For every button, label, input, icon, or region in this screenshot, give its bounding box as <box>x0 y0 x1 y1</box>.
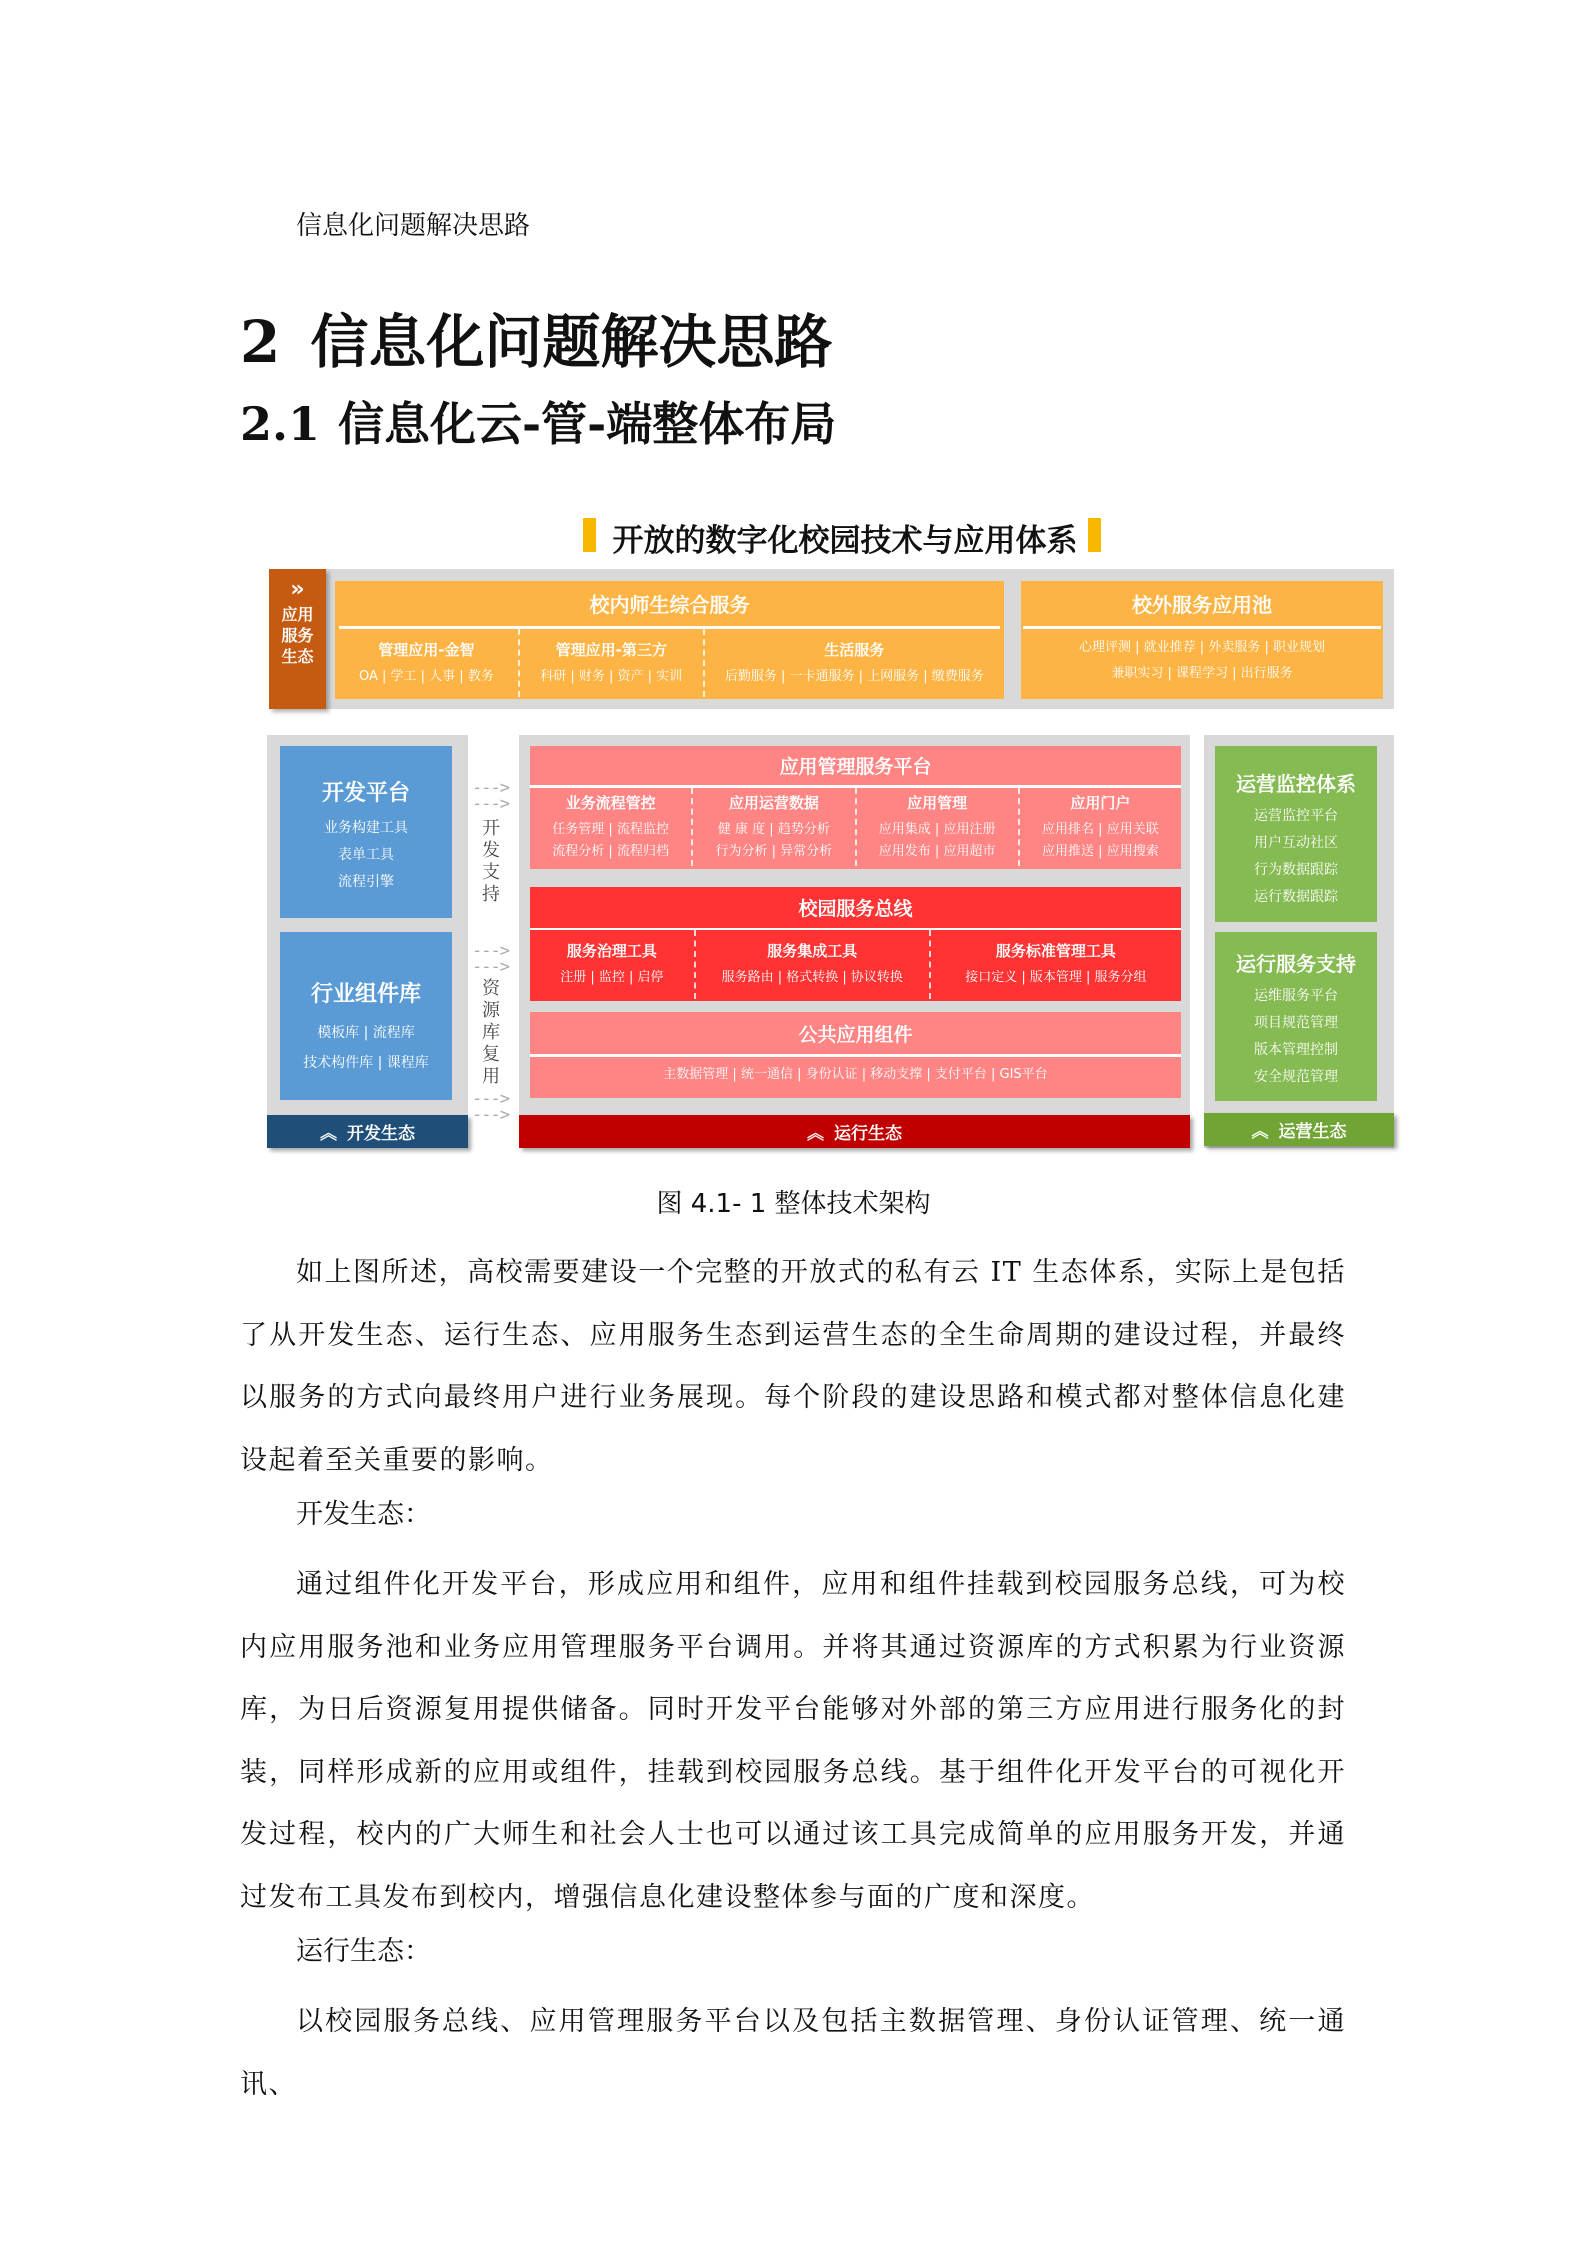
app-mgmt-columns <box>530 788 1181 866</box>
heading-1 <box>240 295 832 379</box>
campus-col-2 <box>703 629 1004 697</box>
dashed-arrow-icon: ---> <box>472 957 509 977</box>
dev-platform-item: 流程引擎 <box>338 874 394 890</box>
app-mgmt-col <box>855 788 1018 866</box>
ops-support-item: 运维服务平台 <box>1254 988 1338 1004</box>
ops-monitor-item: 行为数据跟踪 <box>1254 862 1338 878</box>
external-line-2: 兼职实习 | 课程学习 | 出行服务 <box>1111 666 1293 681</box>
service-bus-col <box>694 930 929 999</box>
subheading-dev: 开发生态： <box>296 1499 431 1530</box>
service-bus-col <box>929 930 1181 999</box>
dev-platform-title: 开发平台 <box>321 781 410 806</box>
col-title: 业务流程管控 <box>565 793 656 812</box>
figure-caption: 图 4.1- 1 整体技术架构 <box>656 1189 931 1219</box>
campus-col-1 <box>518 629 703 697</box>
common-components-items: 主数据管理 | 统一通信 | 身份认证 | 移动支撑 | 支付平台 | GIS平台 <box>663 1067 1048 1082</box>
heading-1-number: 2 <box>240 308 281 376</box>
heading-1-text: 信息化问题解决思路 <box>310 308 833 376</box>
campus-col-0 <box>335 629 518 697</box>
ops-ecosystem-footer <box>1204 1113 1394 1146</box>
campus-services-columns <box>335 629 1004 697</box>
col-line: 应用推送 | 应用搜索 <box>1042 843 1159 859</box>
service-bus-box <box>530 887 1181 1001</box>
col-line: 服务路由 | 格式转换 | 协议转换 <box>721 970 903 985</box>
heading-2-number: 2.1 <box>240 397 321 451</box>
col-line: 应用集成 | 应用注册 <box>878 821 996 837</box>
col-title: 应用门户 <box>1070 793 1131 812</box>
col-title: 生活服务 <box>824 640 885 659</box>
paragraph-3: 以校园服务总线、应用管理服务平台以及包括主数据管理、身份认证管理、统一通讯、 <box>240 2006 1346 2100</box>
dev-platform-box <box>280 746 452 918</box>
col-line: 注册 | 监控 | 启停 <box>560 970 664 985</box>
dev-ecosystem-footer <box>267 1115 468 1148</box>
col-title: 管理应用-第三方 <box>555 640 667 659</box>
ops-support-item: 版本管理控制 <box>1254 1042 1338 1058</box>
external-line-1: 心理评测 | 就业推荐 | 外卖服务 | 职业规划 <box>1079 640 1325 655</box>
industry-library-item: 模板库 | 流程库 <box>317 1025 415 1041</box>
campus-services-box <box>335 581 1004 699</box>
col-title: 服务标准管理工具 <box>995 942 1116 960</box>
dev-ecosystem-label: 开发生态 <box>347 1124 415 1144</box>
dev-platform-item: 业务构建工具 <box>324 820 408 836</box>
col-items: 科研 | 财务 | 资产 | 实训 <box>540 668 683 684</box>
common-components-title: 公共应用组件 <box>530 1012 1181 1057</box>
industry-library-box <box>280 932 452 1100</box>
chevron-up-icon: ︽ <box>1251 1122 1269 1142</box>
col-line: 行为分析 | 异常分析 <box>715 843 833 859</box>
col-items: OA | 学工 | 人事 | 教务 <box>358 668 494 684</box>
ops-monitor-item: 运行数据跟踪 <box>1254 889 1338 905</box>
col-title: 应用管理 <box>907 793 968 812</box>
external-services-title: 校外服务应用池 <box>1023 581 1381 629</box>
ops-monitor-item: 用户互动社区 <box>1254 835 1338 851</box>
ops-support-item: 项目规范管理 <box>1254 1015 1338 1031</box>
app-mgmt-platform-box <box>530 746 1181 869</box>
col-items: 后勤服务 | 一卡通服务 | 上网服务 | 缴费服务 <box>724 668 984 684</box>
service-bus-columns <box>530 930 1181 999</box>
dev-support-label: 开发支持 <box>482 818 500 905</box>
figure-title: 开放的数字化校园技术与应用体系 <box>612 523 1078 559</box>
col-line: 健 康 度 | 趋势分析 <box>717 821 830 837</box>
ops-support-box <box>1215 932 1377 1101</box>
ops-support-item: 安全规范管理 <box>1254 1069 1338 1085</box>
ops-monitor-item: 运营监控平台 <box>1254 808 1338 824</box>
col-line: 应用排名 | 应用关联 <box>1042 821 1159 837</box>
subheading-run: 运行生态： <box>296 1936 431 1967</box>
ops-monitor-title: 运营监控体系 <box>1236 772 1356 796</box>
dashed-arrow-icon: ---> <box>472 941 509 961</box>
col-line: 接口定义 | 版本管理 | 服务分组 <box>965 970 1147 985</box>
col-title: 服务集成工具 <box>767 942 858 960</box>
common-components-box <box>530 1012 1181 1098</box>
run-ecosystem-footer <box>519 1115 1190 1148</box>
ops-ecosystem-label: 运营生态 <box>1278 1122 1347 1142</box>
dashed-arrow-icon: ---> <box>472 1105 509 1125</box>
double-chevron-right-icon: » <box>290 577 305 602</box>
dashed-arrow-icon: ---> <box>472 1089 509 1109</box>
app-mgmt-title: 应用管理服务平台 <box>530 746 1181 788</box>
app-layer-label: 应用服务生态 <box>281 605 314 666</box>
resource-reuse-label: 资源库复用 <box>482 978 500 1087</box>
app-mgmt-col <box>691 788 854 866</box>
ops-monitor-box <box>1215 746 1377 922</box>
col-line: 任务管理 | 流程监控 <box>552 821 669 837</box>
service-bus-title: 校园服务总线 <box>530 887 1181 930</box>
paragraph-2: 通过组件化开发平台，形成应用和组件，应用和组件挂载到校园服务总线，可为校内应用服务池和业务应用管理服务平台调用。并将其通过资源库的方式积累为行业资源库，为日后资源复用提供储备。同时开发平台能够对外部的第三方应用进行服务化的封装，同样形成新的应用或组件，挂载到校园服务总线。基于组件化开发平台的可视化开发过程，校内的广大师生和社会人士也可以通过该工具完成简单的应用服务开发，并通过发布工具发布到校内，增强信息化建设整体参与面的广度和深度。 <box>240 1569 1346 1913</box>
service-bus-col <box>530 930 694 999</box>
dashed-arrow-icon: ---> <box>472 778 509 798</box>
ops-support-title: 运行服务支持 <box>1236 952 1356 976</box>
paragraph-1: 如上图所述，高校需要建设一个完整的开放式的私有云 IT 生态体系，实际上是包括了从开发生态、运行生态、应用服务生态到运营生态的全生命周期的建设过程，并最终以服务的方式向最终用户进行业务展现。每个阶段的建设思路和模式都对整体信息化建设起着至关重要的影响。 <box>240 1257 1346 1476</box>
dashed-arrow-icon: ---> <box>472 794 509 814</box>
heading-2 <box>240 388 836 454</box>
industry-library-title: 行业组件库 <box>310 982 421 1007</box>
col-line: 流程分析 | 流程归档 <box>552 843 669 859</box>
dev-platform-item: 表单工具 <box>338 847 394 863</box>
external-services-box <box>1021 581 1383 699</box>
industry-library-item: 技术构件库 | 课程库 <box>303 1055 429 1071</box>
col-line: 应用发布 | 应用超市 <box>878 843 996 859</box>
chevron-up-icon: ︽ <box>807 1124 824 1144</box>
title-bar-right <box>1088 518 1101 552</box>
col-title: 应用运营数据 <box>728 793 819 812</box>
col-title: 服务治理工具 <box>566 942 657 960</box>
col-title: 管理应用-金智 <box>378 640 475 659</box>
chevron-up-icon: ︽ <box>320 1124 337 1144</box>
campus-services-title: 校内师生综合服务 <box>339 581 1000 629</box>
heading-2-text: 信息化云-管-端整体布局 <box>338 397 837 451</box>
app-mgmt-col <box>1018 788 1181 866</box>
app-layer-side <box>269 569 326 709</box>
app-mgmt-col <box>530 788 691 866</box>
run-ecosystem-label: 运行生态 <box>834 1124 902 1144</box>
running-header: 信息化问题解决思路 <box>296 211 531 241</box>
